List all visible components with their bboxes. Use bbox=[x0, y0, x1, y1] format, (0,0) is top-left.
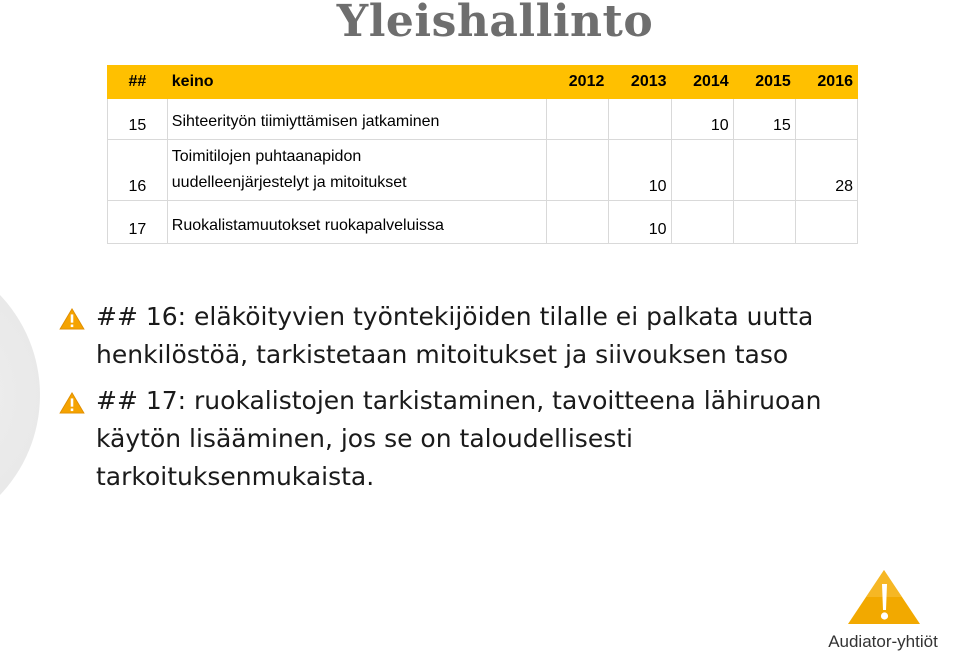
cell-2016: 28 bbox=[795, 140, 857, 201]
header-2013: 2013 bbox=[609, 66, 671, 99]
cell-2012 bbox=[547, 201, 609, 244]
header-2016: 2016 bbox=[795, 66, 857, 99]
cell-2015 bbox=[733, 201, 795, 244]
table-row bbox=[108, 99, 858, 140]
cell-2013 bbox=[609, 99, 671, 140]
cell-2015: 15 bbox=[733, 99, 795, 140]
header-keino: keino bbox=[167, 66, 546, 99]
header-2014: 2014 bbox=[671, 66, 733, 99]
cell-2014 bbox=[671, 201, 733, 244]
measures-table bbox=[107, 65, 858, 244]
bullet-list bbox=[58, 298, 888, 496]
row-number: 15 bbox=[108, 99, 168, 140]
bullet-item bbox=[58, 298, 888, 374]
header-2015: 2015 bbox=[733, 66, 795, 99]
cell-2014 bbox=[671, 140, 733, 201]
row-description: Ruokalistamuutokset ruokapalveluissa bbox=[167, 201, 546, 244]
warning-triangle-icon bbox=[58, 308, 86, 330]
background-decoration bbox=[0, 250, 40, 540]
row-description-line: Toimitilojen puhtaanapidon bbox=[171, 148, 362, 165]
cell-2012 bbox=[547, 140, 609, 201]
bullet-text: ## 17: ruokalistojen tarkistaminen, tavoitteena lähiruoan käytön lisääminen, jos se on taloudellisesti tarkoituksenmukaista. bbox=[96, 386, 822, 491]
warning-triangle-icon bbox=[58, 392, 86, 414]
bullet-item bbox=[58, 382, 888, 496]
table-header-row bbox=[108, 66, 858, 99]
header-num: ## bbox=[108, 66, 168, 99]
audiator-logo-icon bbox=[818, 566, 948, 628]
cell-2014: 10 bbox=[671, 99, 733, 140]
cell-2013: 10 bbox=[609, 140, 671, 201]
row-description-line: uudelleenjärjestelyt ja mitoitukset bbox=[171, 174, 407, 191]
logo-text: Audiator-yhtiöt bbox=[828, 632, 938, 651]
row-description bbox=[167, 140, 546, 201]
table-row bbox=[108, 201, 858, 244]
audiator-logo bbox=[818, 566, 948, 652]
table-row bbox=[108, 140, 858, 201]
cell-2013: 10 bbox=[609, 201, 671, 244]
header-2012: 2012 bbox=[547, 66, 609, 99]
cell-2015 bbox=[733, 140, 795, 201]
bullet-text: ## 16: eläköityvien työntekijöiden tilalle ei palkata uutta henkilöstöä, tarkistetaan mitoitukset ja siivouksen taso bbox=[96, 302, 814, 369]
row-description: Sihteerityön tiimiyttämisen jatkaminen bbox=[167, 99, 546, 140]
page-title: Yleishallinto bbox=[336, 0, 654, 47]
row-number: 16 bbox=[108, 140, 168, 201]
cell-2012 bbox=[547, 99, 609, 140]
cell-2016 bbox=[795, 99, 857, 140]
cell-2016 bbox=[795, 201, 857, 244]
row-number: 17 bbox=[108, 201, 168, 244]
